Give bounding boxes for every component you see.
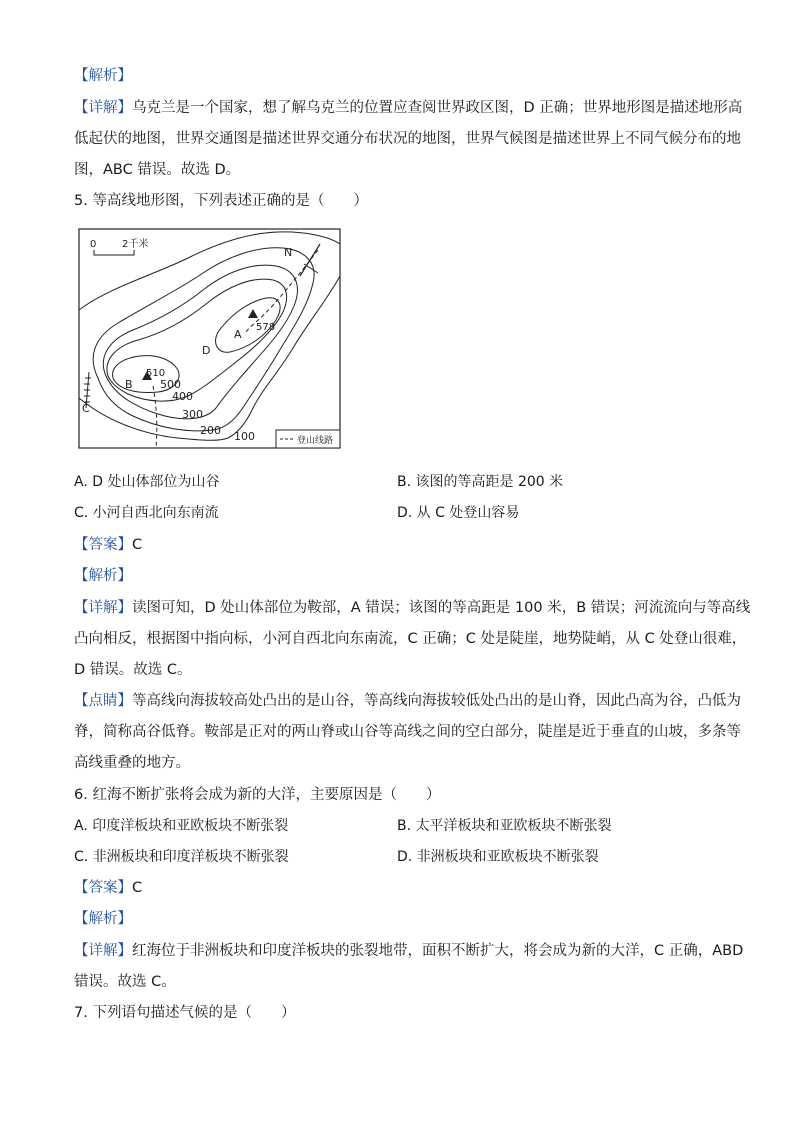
q6-answer-tag: 【答案】 xyxy=(74,880,132,896)
q5-detail-text-1: 读图可知，D 处山体部位为鞍部，A 错误；该图的等高距是 100 米，B 错误；河流流向与等高线 xyxy=(132,600,751,616)
q6-detail-line-1 xyxy=(74,941,744,961)
q5-option-a: A. D 处山体部位为山谷 xyxy=(74,474,220,490)
north-label: N xyxy=(284,246,293,259)
q4-detail-tag: 【详解】 xyxy=(74,100,132,116)
q6-detail-text-1: 红海位于非洲板块和印度洋板块的张裂地带，面积不断扩大，将会成为新的大洋，C 正确，ABD xyxy=(132,943,744,959)
q6-option-b: B. 太平洋板块和亚欧板块不断张裂 xyxy=(397,818,612,834)
point-c-label: C xyxy=(82,402,90,415)
q5-point-tag: 【点睛】 xyxy=(74,693,132,709)
q6-detail-tag: 【详解】 xyxy=(74,943,132,959)
q6-analysis-tag: 【解析】 xyxy=(74,911,132,927)
q5-point-line-2: 脊，简称高谷低脊。鞍部是正对的两山脊或山谷等高线之间的空白部分，陡崖是近于垂直的山坡，多条等 xyxy=(74,724,741,740)
peak-a-value: 578 xyxy=(256,322,276,333)
q5-point-line-3: 高线重叠的地方。 xyxy=(74,755,190,771)
q5-detail-line-3: D 错误。故选 C。 xyxy=(74,662,192,678)
scale-label: 2千米 xyxy=(122,239,149,250)
q6-option-a: A. 印度洋板块和亚欧板块不断张裂 xyxy=(74,818,289,834)
q4-detail-line-3: 图，ABC 错误。故选 D。 xyxy=(74,162,241,178)
q6-answer-value: C xyxy=(132,880,143,896)
q4-detail-line-2: 低起伏的地图，世界交通图是描述世界交通分布状况的地图，世界气候图是描述世界上不同气候分布的地 xyxy=(74,131,741,147)
q4-detail-line-1 xyxy=(74,98,743,118)
q5-answer-value: C xyxy=(132,537,143,553)
contour-200-label: 200 xyxy=(200,424,221,437)
q5-point-text-1: 等高线向海拔较高处凸出的是山谷，等高线向海拔较低处凸出的是山脊，因此凸高为谷，凸低为 xyxy=(132,693,741,709)
contour-400-label: 400 xyxy=(172,390,193,403)
contour-500-label: 500 xyxy=(160,378,181,391)
q5-option-d: D. 从 C 处登山容易 xyxy=(397,505,520,521)
q5-detail-tag: 【详解】 xyxy=(74,600,132,616)
q7-stem: 7. 下列语句描述气候的是（ ） xyxy=(74,1005,296,1021)
peak-a-letter: A xyxy=(234,328,242,341)
q5-stem: 5. 等高线地形图，下列表述正确的是（ ） xyxy=(74,193,368,209)
contour-100-label: 100 xyxy=(234,430,255,443)
q6-answer xyxy=(74,878,724,898)
q5-answer-tag: 【答案】 xyxy=(74,537,132,553)
q6-detail-line-2: 错误。故选 C。 xyxy=(74,974,176,990)
point-d-label: D xyxy=(202,344,211,357)
peak-b-value: 510 xyxy=(146,368,166,379)
q5-option-b: B. 该图的等高距是 200 米 xyxy=(397,474,564,490)
q6-option-d: D. 非洲板块和亚欧板块不断张裂 xyxy=(397,849,599,865)
q5-detail-line-2: 凸向相反，根据图中指向标，小河自西北向东南流，C 正确；C 处是陡崖，地势陡峭，从 C 处登山很难， xyxy=(74,631,747,647)
q5-detail-line-1 xyxy=(74,598,751,618)
legend-label: 登山线路 xyxy=(297,436,334,446)
contour-map xyxy=(78,228,342,450)
q5-answer xyxy=(74,535,724,555)
q6-option-c: C. 非洲板块和印度洋板块不断张裂 xyxy=(74,849,289,865)
q4-analysis-tag: 【解析】 xyxy=(74,68,132,84)
peak-b-letter: B xyxy=(125,378,133,391)
q4-detail-text-1: 乌克兰是一个国家，想了解乌克兰的位置应查阅世界政区图，D 正确；世界地形图是描述地形高 xyxy=(132,100,743,116)
contour-300-label: 300 xyxy=(182,408,203,421)
scale-zero: 0 xyxy=(90,239,97,250)
q5-analysis-tag: 【解析】 xyxy=(74,568,132,584)
q5-option-c: C. 小河自西北向东南流 xyxy=(74,505,219,521)
q5-point-line-1 xyxy=(74,691,741,711)
q6-stem: 6. 红海不断扩张将会成为新的大洋，主要原因是（ ） xyxy=(74,787,441,803)
